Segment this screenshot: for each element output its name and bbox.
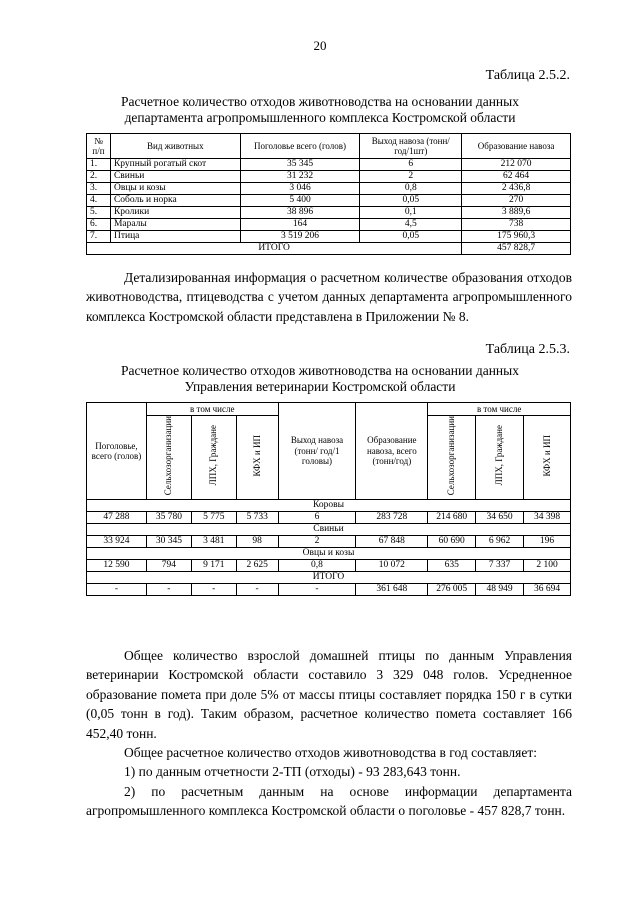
paragraph-3: Общее расчетное количество отходов животноводства в год составляет: (124, 745, 537, 761)
table1 (86, 133, 571, 255)
subheader-text: Сельхозорганизации (446, 416, 457, 496)
table-cell: 738 (462, 219, 571, 231)
total-value: 457 828,7 (462, 243, 571, 255)
table2-title-line1: Расчетное количество отходов животноводства на основании данных (121, 363, 519, 378)
table-cell: 276 005 (428, 584, 476, 596)
subheader-text: Сельхозорганизации (163, 416, 174, 496)
table-cell: 0,1 (360, 207, 462, 219)
table-cell: 30 345 (146, 536, 191, 548)
table-cell: 196 (524, 536, 571, 548)
table-cell: 0,05 (360, 231, 462, 243)
table-row (87, 195, 571, 207)
subheader-text: КФХ и ИП (541, 434, 552, 477)
table-cell: 38 896 (240, 207, 360, 219)
subheader-text: КФХ и ИП (251, 434, 262, 477)
table-cell: 33 924 (87, 536, 147, 548)
group-label: ИТОГО (87, 572, 571, 584)
table-cell: 3. (87, 183, 111, 195)
subheader-text: ЛПХ, Граждане (208, 425, 219, 486)
table-cell: Маралы (110, 219, 240, 231)
table-cell: 5. (87, 207, 111, 219)
table-cell: 5 733 (236, 512, 278, 524)
table-cell: 794 (146, 560, 191, 572)
header-incl-left: в том числе (146, 403, 278, 416)
table-cell: 3 481 (191, 536, 236, 548)
table-cell: 35 780 (146, 512, 191, 524)
table-cell: 31 232 (240, 171, 360, 183)
table-cell: 3 046 (240, 183, 360, 195)
table-cell: Свиньи (110, 171, 240, 183)
table-cell: 175 960,3 (462, 231, 571, 243)
table-row (87, 560, 571, 572)
table1-total-row (87, 243, 571, 255)
table-cell: - (191, 584, 236, 596)
group-label: Овцы и козы (87, 548, 571, 560)
table-cell: 10 072 (356, 560, 428, 572)
table-cell: - (236, 584, 278, 596)
subheader-cell (191, 416, 236, 500)
table-cell: Птица (110, 231, 240, 243)
subheader-text: ЛПХ, Граждане (494, 425, 505, 486)
group-row (87, 548, 571, 560)
table-cell: 6 962 (476, 536, 524, 548)
table-cell: 60 690 (428, 536, 476, 548)
table-cell: 2 100 (524, 560, 571, 572)
table2-caption: Таблица 2.5.3. (485, 342, 570, 357)
table2-title-line2: Управления ветеринарии Костромской области (184, 379, 456, 394)
table-cell: - (87, 584, 147, 596)
table-row (87, 183, 571, 195)
table1-header-row (87, 134, 571, 159)
table-cell: 2 (278, 536, 356, 548)
table-row (87, 171, 571, 183)
table1-caption: Таблица 2.5.2. (485, 68, 570, 83)
table2-header-row (87, 403, 571, 416)
table1-title (60, 94, 580, 126)
table2-title (60, 363, 580, 395)
table-cell: 6 (278, 512, 356, 524)
subheader-cell (236, 416, 278, 500)
table-cell: 7. (87, 231, 111, 243)
table1-header-cell: Образование навоза (462, 134, 571, 159)
group-label: Коровы (87, 500, 571, 512)
table-cell: 98 (236, 536, 278, 548)
list-item-2: 2) по расчетным данным на основе информации департамента агропромышленного комплекса Костромской области о поголовье - 457 828,7 тонн. (86, 783, 572, 819)
header-formation: Образование навоза, всего (тонн/год) (356, 403, 428, 500)
table-cell: Овцы и козы (110, 183, 240, 195)
table-cell: 35 345 (240, 159, 360, 171)
total-label: ИТОГО (87, 243, 462, 255)
table-row (87, 207, 571, 219)
table-cell: 47 288 (87, 512, 147, 524)
table-row (87, 536, 571, 548)
table-cell: 7 337 (476, 560, 524, 572)
table-cell: Кролики (110, 207, 240, 219)
table-cell: 48 949 (476, 584, 524, 596)
table-row (87, 584, 571, 596)
table-cell: 34 398 (524, 512, 571, 524)
table-row (87, 219, 571, 231)
table-cell: 34 650 (476, 512, 524, 524)
table-cell: 270 (462, 195, 571, 207)
table-cell: 9 171 (191, 560, 236, 572)
page-number: 20 (313, 38, 327, 53)
table1-header-cell: № п/п (87, 134, 111, 159)
table-cell: 635 (428, 560, 476, 572)
paragraph-1 (86, 268, 572, 326)
table-cell: 0,8 (278, 560, 356, 572)
table-cell: 4. (87, 195, 111, 207)
table-cell: 12 590 (87, 560, 147, 572)
subheader-cell (524, 416, 571, 500)
table-cell: - (146, 584, 191, 596)
table-cell: 1. (87, 159, 111, 171)
header-total: Поголовье, всего (голов) (87, 403, 147, 500)
list-item-1: 1) по данным отчетности 2-ТП (отходы) - 93 283,643 тонн. (124, 764, 461, 780)
table-cell: 0,05 (360, 195, 462, 207)
table-cell: 62 464 (462, 171, 571, 183)
table-cell: 283 728 (356, 512, 428, 524)
table1-title-line2: департамента агропромышленного комплекса Костромской области (124, 110, 516, 125)
table-cell: Соболь и норка (110, 195, 240, 207)
table-cell: 36 694 (524, 584, 571, 596)
table-cell: 2 (360, 171, 462, 183)
table-cell: 2 625 (236, 560, 278, 572)
table-row (87, 159, 571, 171)
table-cell: 3 519 206 (240, 231, 360, 243)
table2 (86, 402, 571, 596)
table-cell: 4,5 (360, 219, 462, 231)
table-cell: 6 (360, 159, 462, 171)
table1-title-line1: Расчетное количество отходов животноводства на основании данных (121, 94, 519, 109)
table1-header-cell: Поголовье всего (голов) (240, 134, 360, 159)
table-cell: 3 889,6 (462, 207, 571, 219)
subheader-cell (428, 416, 476, 500)
table-cell: 2. (87, 171, 111, 183)
table-cell: - (278, 584, 356, 596)
table-cell: 6. (87, 219, 111, 231)
table1-header-cell: Вид животных (110, 134, 240, 159)
table-row (87, 512, 571, 524)
table-cell: 164 (240, 219, 360, 231)
table-cell: 212 070 (462, 159, 571, 171)
table-cell: 214 680 (428, 512, 476, 524)
paragraph-2: Общее количество взрослой домашней птицы по данным Управления ветеринарии Костромской области составило 3 329 048 голов. Усредненное образование помета при доле 5% от массы птицы составляет порядка 150 г в сутки (0,05 тонн в год). Таким образом, расчетное количество помета составляет 166 452,40 тонн. (86, 648, 572, 741)
header-yield: Выход навоза (тонн/ год/1 головы) (278, 403, 356, 500)
table-row (87, 231, 571, 243)
group-row (87, 500, 571, 512)
paragraph-block (86, 646, 572, 821)
table1-header-cell: Выход навоза (тонн/год/1шт) (360, 134, 462, 159)
group-label: Свиньи (87, 524, 571, 536)
paragraph-1-text: Детализированная информация о расчетном количестве образования отходов животноводства, птицеводства с учетом данных департамента агропромышленного комплекса Костромской области представлена в Приложении № 8. (86, 270, 572, 324)
group-row (87, 524, 571, 536)
table-cell: 5 400 (240, 195, 360, 207)
table-cell: 5 775 (191, 512, 236, 524)
header-incl-right: в том числе (428, 403, 571, 416)
subheader-cell (476, 416, 524, 500)
table-cell: Крупный рогатый скот (110, 159, 240, 171)
subheader-cell (146, 416, 191, 500)
group-row (87, 572, 571, 584)
table-cell: 67 848 (356, 536, 428, 548)
table-cell: 2 436,8 (462, 183, 571, 195)
table-cell: 361 648 (356, 584, 428, 596)
table-cell: 0,8 (360, 183, 462, 195)
